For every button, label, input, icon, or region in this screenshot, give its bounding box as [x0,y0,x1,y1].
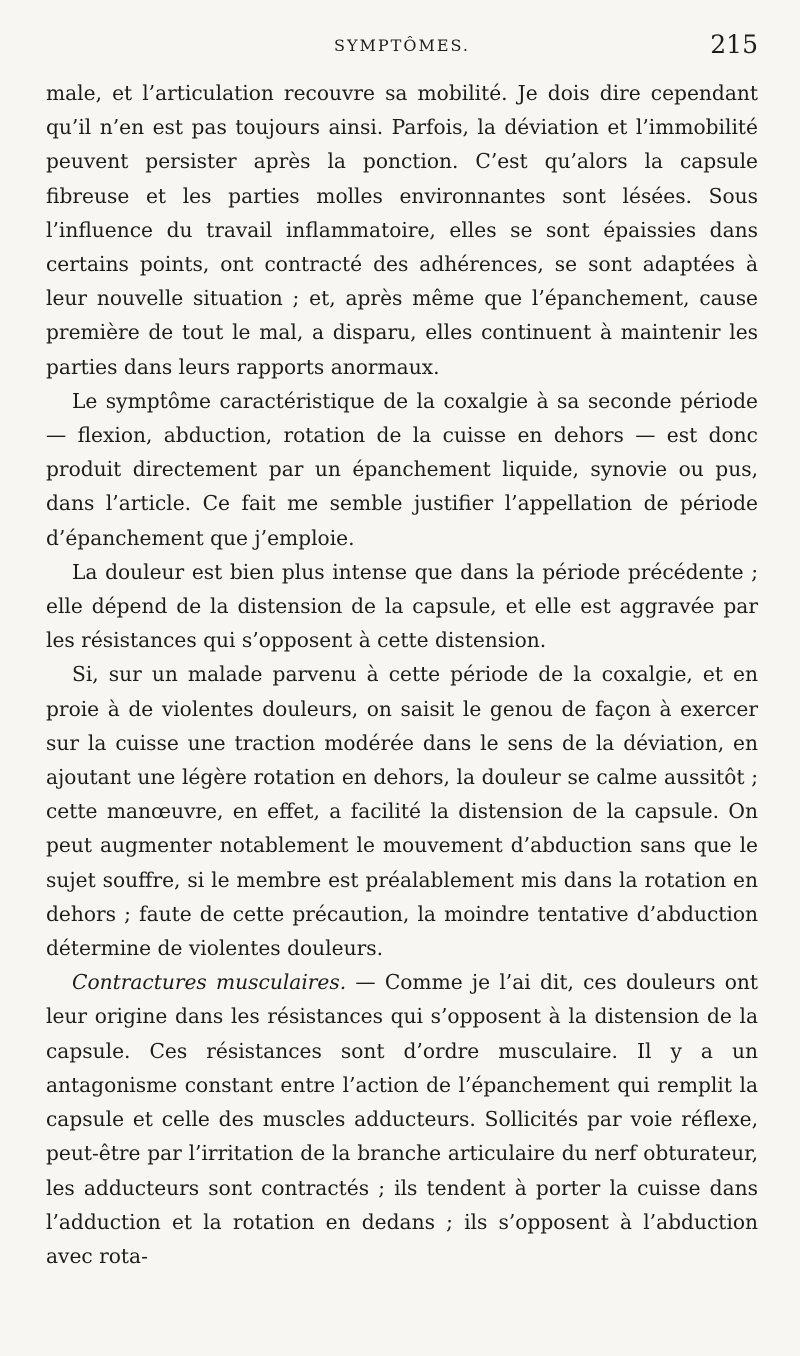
page-header [46,30,758,70]
section-body: — Comme je l’ai dit, ces douleurs ont leur origine dans les résistances qui s’opposent à la distension de la capsule. Ces résistances sont d’ordre musculaire. Il y a un antagonisme constant entre l’action de l’épanchement qui remplit la capsule et celle des muscles adducteurs. Sollicités par voie réflexe, peut-être par l’irritation de la branche articulaire du nerf obturateur, les adducteurs sont contractés ; ils tendent à porter la cuisse dans l’adduction et la rotation en dedans ; ils s’opposent à l’abduction avec rota- [46,970,758,1268]
paragraph-pain: La douleur est bien plus intense que dans la période précédente ; elle dépend de la distension de la capsule, et elle est aggravée par les résistances qui s’opposent à cette distension. [46,559,758,653]
paragraph-traction: Si, sur un malade parvenu à cette période de la coxalgie, et en proie à de violentes douleurs, on saisit le genou de façon à exercer sur la cuisse une traction modérée dans le sens de la déviation, en ajoutant une légère rotation en dehors, la douleur se calme aussitôt ; cette manœuvre, en effet, a facilité la distension de la capsule. On peut augmenter notablement le mouvement d’abduction sans que le sujet souffre, si le membre est préalablement mis dans la rotation en dehors ; faute de cette précaution, la moindre tentative d’abduction détermine de violentes douleurs. [46,662,758,961]
book-page [46,30,758,1273]
paragraph-contractures [46,965,758,1273]
page-number: 215 [710,30,758,59]
running-head: SYMPTÔMES. [334,36,470,55]
paragraph-continuation: male, et l’articulation recouvre sa mobilité. Je dois dire cependant qu’il n’en est pas toujours ainsi. Parfois, la déviation et l’immobilité peuvent persister après la ponction. C’est qu’alors la capsule fibreuse et les parties molles environnantes sont lésées. Sous l’influence du travail inflammatoire, elles se sont épaissies dans certains points, ont contracté des adhérences, se sont adaptées à leur nouvelle situation ; et, après même que l’épanchement, cause première de tout le mal, a disparu, elles continuent à maintenir les parties dans leurs rapports anormaux. [46,81,758,379]
paragraph-symptom: Le symptôme caractéristique de la coxalgie à sa seconde période — flexion, abduction, rotation de la cuisse en dehors — est donc produit directement par un épanchement liquide, synovie ou pus, dans l’article. Ce fait me semble justifier l’appellation de période d’épanchement que j’emploie. [46,388,758,550]
section-title: Contractures musculaires. [72,970,347,995]
